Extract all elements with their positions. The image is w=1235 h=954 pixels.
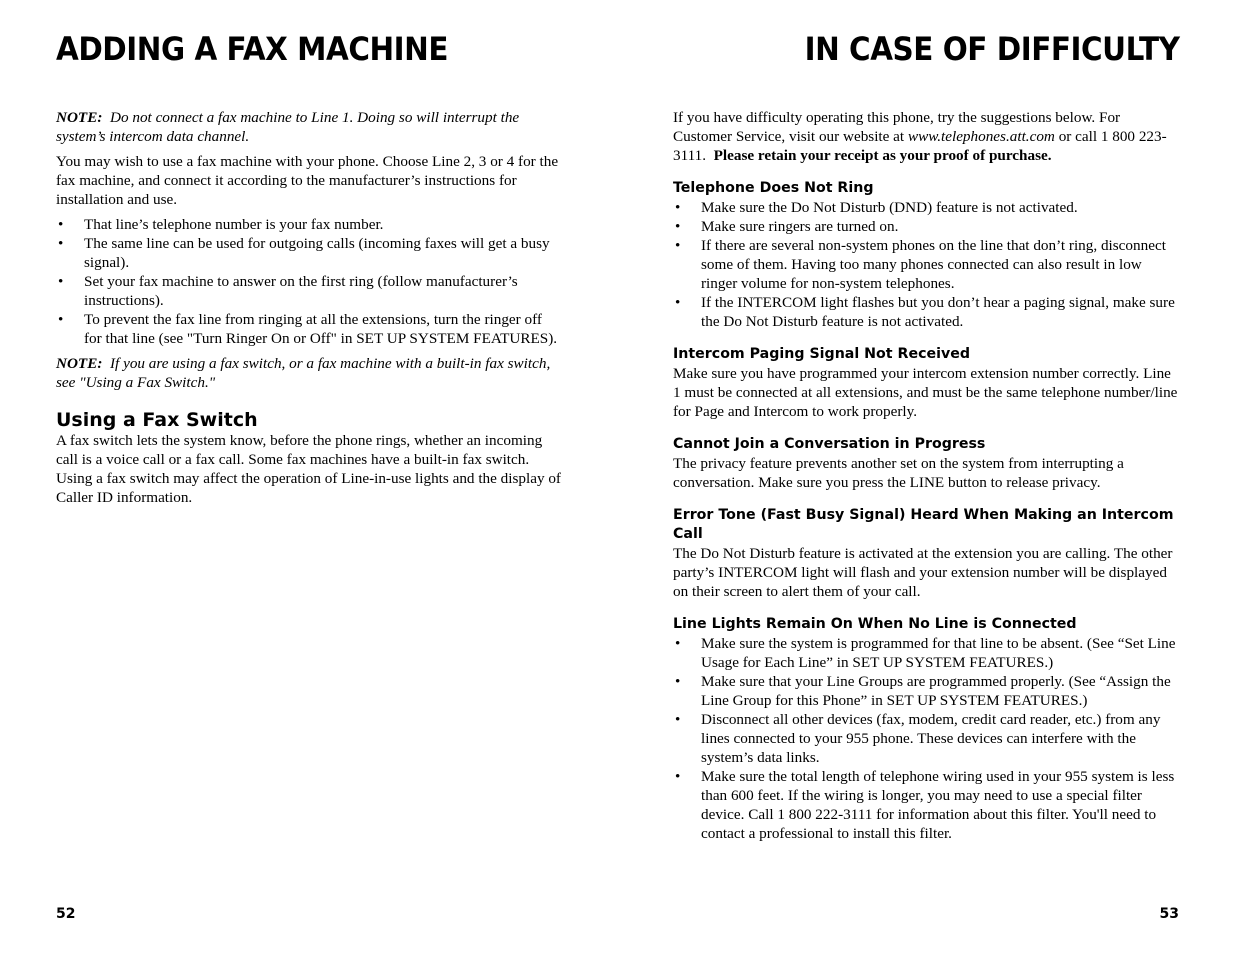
- list-item: • To prevent the fax line from ringing at all the extensions, turn the ringer off for that line (see "Turn Ringer On or Off" in SET UP SYSTEM FEATURES).: [56, 310, 561, 348]
- note-text: Do not connect a fax machine to Line 1. Doing so will interrupt the system’s intercom data channel.: [56, 109, 520, 145]
- section-text: The privacy feature prevents another set on the system from interrupting a conversation. Make sure you press the LINE button to release privacy.: [673, 455, 1124, 491]
- page-number: 52: [56, 906, 76, 922]
- bullet-list: [673, 634, 1179, 843]
- bullet-list: [673, 198, 1179, 331]
- fax-switch-note: [56, 354, 561, 392]
- intro-phone: or call 1 800 223-3111.: [673, 128, 1167, 164]
- section-heading: Telephone Does Not Ring: [673, 180, 874, 196]
- section-heading: Using a Fax Switch: [56, 409, 258, 431]
- fax-switch-paragraph: A fax switch lets the system know, before the phone rings, whether an incoming call is a voice call or a fax call. Some fax machines have a built-in fax switch. Using a fax switch may affect the operation of Line-in-use lights and the display of Caller ID information.: [56, 432, 561, 506]
- list-item: • That line’s telephone number is your fax number.: [56, 215, 561, 234]
- note-label: NOTE:: [56, 109, 103, 126]
- left-page-body: [56, 108, 561, 513]
- section-cannot-join: [673, 435, 1179, 492]
- page-number: 53: [1159, 906, 1179, 922]
- section-heading: Intercom Paging Signal Not Received: [673, 346, 970, 362]
- list-item: • Make sure the Do Not Disturb (DND) feature is not activated.: [673, 198, 1179, 217]
- section-telephone-does-not-ring: [673, 179, 1179, 331]
- right-page: [673, 0, 1179, 954]
- fax-bullet-list: [56, 215, 561, 348]
- list-item: • Make sure ringers are turned on.: [673, 217, 1179, 236]
- page-title: IN CASE OF DIFFICULTY: [804, 30, 1179, 68]
- fax-line1-note: [56, 108, 561, 146]
- list-item: • Set your fax machine to answer on the first ring (follow manufacturer’s instructions).: [56, 272, 561, 310]
- receipt-notice: Please retain your receipt as your proof of purchase.: [713, 147, 1052, 164]
- intro-text: If you have difficulty operating this phone, try the suggestions below. For Customer Service, visit our website at: [673, 109, 1121, 145]
- section-heading: Error Tone (Fast Busy Signal) Heard When Making an Intercom Call: [673, 507, 1174, 542]
- section-heading: Cannot Join a Conversation in Progress: [673, 436, 986, 452]
- section-heading: Line Lights Remain On When No Line is Connected: [673, 616, 1077, 632]
- list-item: • Make sure the system is programmed for that line to be absent. (See “Set Line Usage for Each Line” in SET UP SYSTEM FEATURES.): [673, 634, 1179, 672]
- section-error-tone: [673, 506, 1179, 601]
- list-item: • Disconnect all other devices (fax, modem, credit card reader, etc.) from any lines connected to your 955 phone. These devices can interfere with the system’s data links.: [673, 710, 1179, 767]
- list-item: • If there are several non-system phones on the line that don’t ring, disconnect some of them. Having too many phones connected can also result in low ringer volume for non-system telephones.: [673, 236, 1179, 293]
- section-line-lights: [673, 615, 1179, 843]
- list-item: • If the INTERCOM light flashes but you don’t hear a paging signal, make sure the Do Not Disturb feature is not activated.: [673, 293, 1179, 331]
- list-item: • Make sure that your Line Groups are programmed properly. (See “Assign the Line Group for this Phone” in SET UP SYSTEM FEATURES.): [673, 672, 1179, 710]
- left-page: [56, 0, 561, 954]
- website-link[interactable]: www.telephones.att.com: [907, 128, 1055, 145]
- section-text: The Do Not Disturb feature is activated at the extension you are calling. The other party’s INTERCOM light will flash and your extension number will be displayed on their screen to alert them of your call.: [673, 545, 1173, 600]
- difficulty-intro: [673, 108, 1179, 165]
- section-intercom-paging: [673, 345, 1179, 421]
- note-text: If you are using a fax switch, or a fax machine with a built-in fax switch, see "Using a Fax Switch.": [56, 355, 551, 391]
- note-label: NOTE:: [56, 355, 103, 372]
- list-item: • Make sure the total length of telephone wiring used in your 955 system is less than 600 feet. If the wiring is longer, you may need to use a special filter device. Call 1 800 222-3111 for information about this filter. You'll need to contact a professional to install this filter.: [673, 767, 1179, 843]
- list-item: • The same line can be used for outgoing calls (incoming faxes will get a busy signal).: [56, 234, 561, 272]
- section-text: Make sure you have programmed your intercom extension number correctly. Line 1 must be connected at all extensions, and must be the same telephone number/line for Page and Intercom to work properly.: [673, 365, 1178, 420]
- right-page-body: [673, 108, 1179, 843]
- page-title: ADDING A FAX MACHINE: [56, 30, 448, 68]
- fax-intro-paragraph: You may wish to use a fax machine with your phone. Choose Line 2, 3 or 4 for the fax machine, and connect it according to the manufacturer’s instructions for installation and use.: [56, 153, 559, 208]
